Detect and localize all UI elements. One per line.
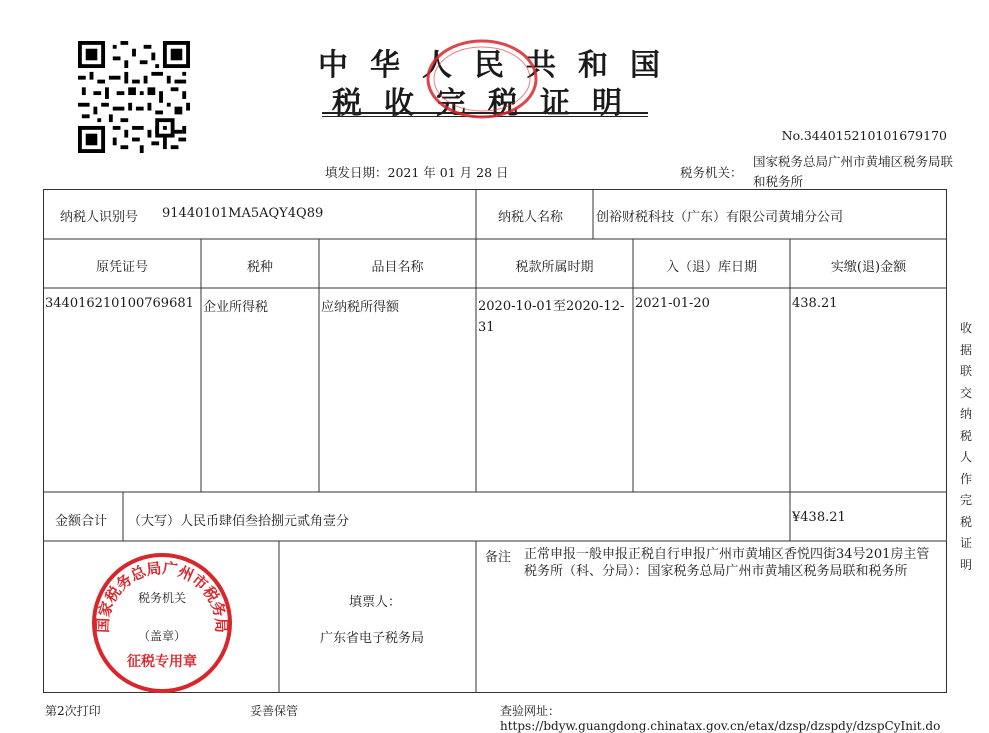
verify-url: 查验网址：https://bdyw.guangdong.chinatax.gov.cn/etax/dzsp/dzspdy/dzspCyInit.do: [500, 704, 941, 733]
taxpayer-name-label: 纳税人名称: [498, 210, 564, 225]
stamp-bottom-text: 征税专用章: [127, 654, 197, 670]
col-header: 入（退）库日期: [665, 260, 757, 275]
keep-safe-note: 妥善保管: [250, 704, 299, 718]
total-label: 金额合计: [55, 514, 108, 529]
doc-title-line2: 税收完税证明: [332, 86, 644, 121]
col-header: 实缴(退)金额: [830, 260, 907, 275]
taxpayer-id-value: 91440101MA5AQY4Q89: [162, 206, 324, 221]
issuer-value: 广东省电子税务局: [320, 631, 425, 646]
serial-number: No.344015210101679170: [781, 128, 947, 143]
col-header: 税种: [246, 260, 273, 275]
total-amount: ¥438.21: [792, 510, 846, 525]
official-stamp: [88, 552, 236, 694]
fill-date: 填发日期：2021 年 01 月 28 日: [325, 165, 509, 180]
print-count: 第2次打印: [45, 704, 101, 718]
table-cell-date: 2021-01-20: [635, 296, 710, 311]
col-header: 品目名称: [371, 260, 424, 275]
total-daxie: （大写）人民币肆佰叁拾捌元贰角壹分: [128, 514, 350, 529]
col-header: 税款所属时期: [515, 260, 594, 275]
col-header: 原凭证号: [95, 260, 148, 275]
doc-title-line1: 中华人民共和国: [318, 48, 682, 83]
authority-value: 国家税务总局广州市黄埔区税务局联和税务所: [753, 154, 954, 189]
side-vertical-text: 收据联 交纳税人作完税证明: [959, 321, 985, 572]
stamp-arc-text: 国家税务总局广州市税务局: [93, 559, 231, 634]
issuer-label: 填票人：: [349, 595, 402, 610]
table-cell-tax-type: 企业所得税: [203, 300, 269, 315]
stamp-inner-text2: （盖章）: [137, 629, 187, 643]
qr-code: [78, 41, 190, 153]
remark-value: 正常申报一般申报正税自行申报广州市黄埔区香悦四街34号201房主管税务所（科、分局）：国家税务总局广州市黄埔区税务局联和税务所: [524, 547, 930, 579]
tax-office-seal: [425, 38, 540, 120]
authority-label: 税务机关：: [680, 165, 743, 180]
taxpayer-id-label: 纳税人识别号: [60, 210, 139, 225]
remark-label: 备注: [485, 550, 512, 565]
table-cell-amount: 438.21: [792, 296, 838, 311]
table-cell-voucher: 344016210100769681: [45, 296, 194, 311]
taxpayer-name-value: 创裕财税科技（广东）有限公司黄埔分公司: [596, 210, 844, 225]
table-cell-period: 2020-10-01至2020-12-31: [478, 299, 625, 335]
table-cell-item: 应纳税所得额: [321, 300, 400, 315]
stamp-inner-text1: 税务机关: [137, 591, 187, 605]
